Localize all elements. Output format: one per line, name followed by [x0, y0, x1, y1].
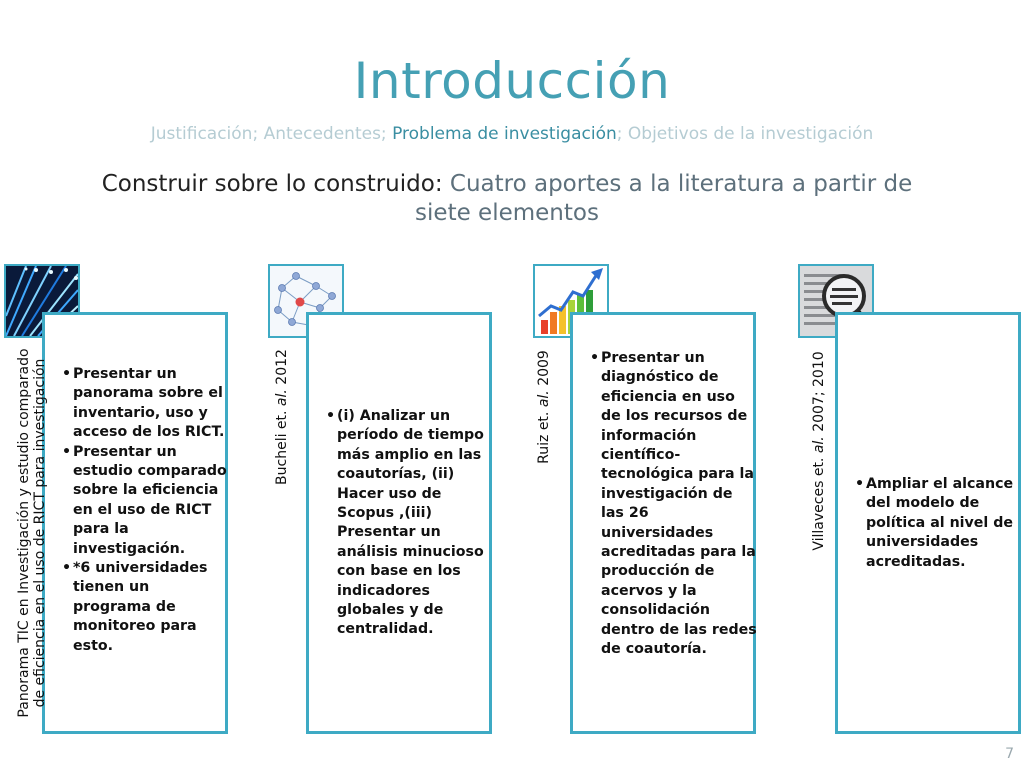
list-item: • Ampliar el alcance del modelo de política al nivel de universidades acreditadas.	[866, 475, 1022, 572]
column-2-label-year: 2012	[274, 349, 290, 390]
column-2-panel	[306, 312, 492, 734]
column-3-bullets	[587, 349, 757, 660]
list-item: • Presentar un diagnóstico de eficiencia en uso de los recursos de información científico-tecnológica para la investigación de las 26 universidades acreditadas para la producción de acervos y la consolidación dentro de las redes de coautoría.	[601, 349, 757, 660]
column-1-bullets	[59, 365, 229, 656]
column-3-label-al: al.	[536, 390, 552, 408]
column-4-label-author: Villaveces et.	[811, 453, 827, 551]
slide-subtitle	[72, 170, 942, 228]
list-item: • *6 universidades tienen un programa de monitoreo para esto.	[73, 559, 229, 656]
column-1-panel	[42, 312, 228, 734]
column-2-bullets	[323, 407, 493, 640]
slide-title: Introducción	[353, 52, 671, 110]
column-4-panel	[835, 312, 1021, 734]
column-4-label	[811, 341, 829, 561]
nav-item-justificacion: Justificación; Antecedentes;	[150, 124, 393, 144]
column-4-label-al: al.	[811, 436, 827, 454]
page-number: 7	[1005, 746, 1014, 762]
nav-item-problema: Problema de investigación	[392, 124, 617, 144]
column-1-label	[16, 333, 50, 733]
column-3-label-year: 2009	[536, 350, 552, 391]
list-item: • Presentar un estudio comparado sobre la eficiencia en el uso de RICT para la investigación.	[73, 443, 229, 559]
nav-item-objetivos: ; Objetivos de la investigación	[616, 124, 874, 144]
column-4-bullets	[852, 475, 1022, 572]
column-4-label-year: 2007; 2010	[811, 351, 827, 437]
list-item: • Presentar un panorama sobre el inventario, uso y acceso de los RICT.	[73, 365, 229, 443]
column-3-panel	[570, 312, 756, 734]
column-3-label-author: Ruiz et.	[536, 407, 552, 464]
column-2-label-al: al.	[274, 389, 290, 407]
column-1-label-line1: Panorama TIC en Investigación y estudio comparado	[16, 348, 32, 718]
column-1-label-line2: de eficiencia en el uso de RICT para investigación	[32, 358, 48, 708]
subtitle-lead: Construir sobre lo construido:	[101, 171, 450, 197]
list-item: • (i) Analizar un período de tiempo más amplio en las coautorías, (ii) Hacer uso de Scopus ,(iii) Presentar un análisis minucioso con base en los indicadores globales y de centralidad.	[337, 407, 493, 640]
column-2-label	[274, 317, 292, 517]
column-3-label	[536, 327, 554, 487]
column-2-label-author: Bucheli et.	[274, 406, 290, 485]
section-nav	[0, 124, 1024, 144]
subtitle-rest: Cuatro aportes a la literatura a partir de siete elementos	[415, 171, 913, 226]
